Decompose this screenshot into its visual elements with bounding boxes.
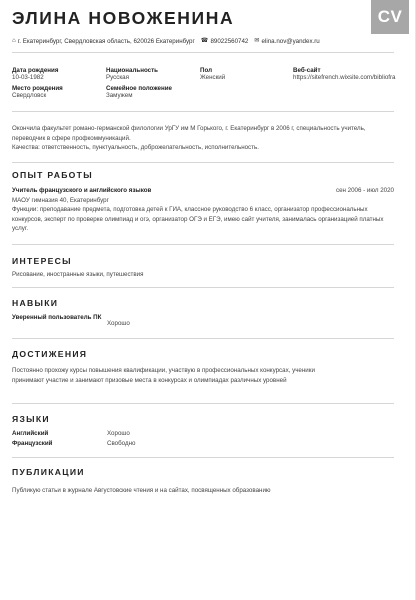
birth-place-label: Место рождения [12,85,63,92]
nationality-label: Национальность [106,67,158,74]
birth-place-value: Свердловск [12,92,47,99]
website-link[interactable]: https://sitefrench.wixsite.com/bibliofra [293,74,396,81]
summary-education: Окончила факультет романо-германской филологии УрГУ им М Горького, г. Екатеринбург в 2006 г, специальность учитель, переводчик в сфере профкоммуникаций. [12,125,366,142]
phone-item[interactable] [201,38,249,45]
family-status-cell [106,85,172,99]
birth-date-value: 10-03-1982 [12,74,44,81]
nationality-cell [106,67,158,81]
nationality-value: Русская [106,74,129,81]
divider [12,403,394,404]
gender-label: Пол [200,67,213,74]
phone-text: 89022560742 [210,38,249,45]
language-level: Свободно [107,440,136,447]
language-level: Хорошо [107,430,130,437]
skill-name: Уверенный пользователь ПК [12,314,102,321]
language-row [12,440,394,450]
job-employer: МАОУ гимназия 40, Екатеринбург [12,196,109,204]
language-row [12,430,394,440]
birth-date-label: Дата рождения [12,67,59,74]
summary-qualities: Качества: ответственность, пунктуальность, доброжелательность, исполнительность. [12,144,259,151]
interests-text: Рисование, иностранные языки, путешествия [12,271,144,278]
birth-place-cell [12,85,63,99]
achievements-text: Постоянно прохожу курсы повышения квалификации, участвую в профессиональных конкурсах, ученики принимают участие и занимают призовые места в конкурсах и олимпиадах различных уровней [12,367,315,384]
skill-row [12,314,394,334]
cv-badge: CV [371,0,409,34]
birth-date-cell [12,67,58,81]
home-icon: ⌂ [12,37,16,45]
divider [12,287,394,288]
experience-title: ОПЫТ РАБОТЫ [12,170,93,180]
skill-level: Хорошо [107,320,130,327]
family-status-value: Замужем [106,92,133,99]
contacts-bar [12,38,326,45]
address-text: г. Екатеринбург, Свердловская область, 620026 Екатеринбург [17,38,195,45]
experience-entry [12,186,394,234]
language-name: Английский [12,430,49,437]
gender-value: Женский [200,74,226,81]
skills-title: НАВЫКИ [12,298,59,308]
job-position: Учитель французского и английского языков [12,187,152,194]
divider [12,52,394,53]
mail-icon: ✉ [254,37,260,45]
candidate-name: ЭЛИНА НОВОЖЕНИНА [12,8,235,28]
interests-title: ИНТЕРЕСЫ [12,256,72,266]
languages-title: ЯЗЫКИ [12,414,50,424]
publications-text: Публикую статьи в журнале Августовские чтения и на сайтах, посвященных образованию [12,487,271,494]
divider [12,244,394,245]
achievements-title: ДОСТИЖЕНИЯ [12,349,88,359]
website-cell [293,67,415,81]
job-period: сен 2006 - июл 2020 [336,187,394,194]
website-label: Веб-сайт [293,67,321,74]
email-item[interactable] [254,38,319,45]
summary-block [12,124,392,153]
divider [12,162,394,163]
divider [12,457,394,458]
job-duties: Функции: преподавание предмета, подготовка детей к ГИА, классное руководство 6 класс, организатор профессиональных конкурсов, эксперт по проверке олимпиад и огэ, организатор ОГЭ и ЕГЭ, имею сайт учителя, занималась организацией платных услуг. [12,206,384,232]
address-item [12,38,195,45]
phone-icon: ☎ [200,37,209,45]
divider [12,111,394,112]
family-status-label: Семейное положение [106,85,172,92]
divider [12,338,394,339]
language-name: Французский [12,440,53,447]
publications-title: ПУБЛИКАЦИИ [12,467,85,477]
email-text: elina.nov@yandex.ru [261,38,320,45]
gender-cell [200,67,225,81]
